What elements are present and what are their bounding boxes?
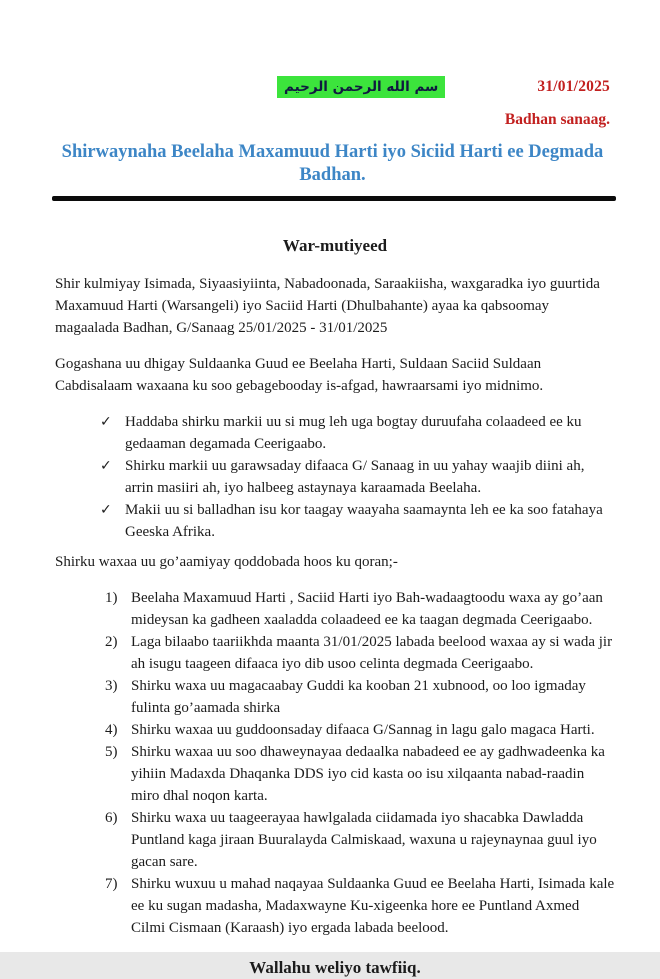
resolution-item	[105, 675, 615, 719]
document-title: Shirwaynaha Beelaha Maxamuud Harti iyo Siciid Harti ee Degmada Badhan.	[61, 142, 604, 186]
paragraph-intro: Shir kulmiyay Isimada, Siyaasiyiinta, Nabadoonada, Saraakiisha, waxgaradka iyo guurtida Maxamuud Harti (Warsangeli) iyo Saciid Harti (Dhulbahante) ayaa ka qabsoomay magaalada Badhan, G/Sanaag 25/01/2025 - 31/01/2025	[55, 276, 600, 337]
resolution-number: 1)	[105, 590, 118, 607]
numbered-resolutions-list	[105, 587, 615, 939]
resolution-number: 4)	[105, 722, 118, 739]
resolution-text: Shirku waxa uu taageerayaa hawlgalada ciidamada iyo shacabka Dawladda Puntland kaga jiraan Buuralayda Calmiskaad, waxuna u rajeynaynaa guul iyo gacan sare.	[131, 810, 597, 871]
document-place: Badhan sanaag.	[504, 111, 610, 128]
resolution-number: 3)	[105, 678, 118, 695]
document-body	[0, 201, 660, 979]
checkmark-item-text: Shirku markii uu garawsaday difaaca G/ Sanaag in uu yahay waajib diini ah, arrin masiiri ah, iyo halbeeg astaynaya karaamada Beelaha.	[125, 458, 585, 497]
checkmark-icon: ✓	[100, 414, 112, 431]
resolution-text: Shirku wuxuu u mahad naqayaa Suldaanka Guud ee Beelaha Harti, Isimada kale ee ku sugan madasha, Madaxwayne Ku-xigeenka hore ee Puntland Axmed Cilmi Cismaan (Karaash) iyo ergada labada beelood.	[131, 876, 615, 937]
paragraph-chairman: Gogashana uu dhigay Suldaanka Guud ee Beelaha Harti, Suldaan Saciid Suldaan Cabdisalaam waxaana ku soo gebagebooday is-afgad, hawraarsami iyo midnimo.	[55, 356, 544, 395]
bismillah-highlighted-text: سم الله الرحمن الرحيم	[277, 76, 445, 98]
horizontal-rule	[52, 196, 616, 201]
checkmark-icon: ✓	[100, 502, 112, 519]
paragraph-resolutions-intro: Shirku waxaa uu go’aamiyay qoddobada hoos ku qoran;-	[55, 554, 398, 571]
resolution-text: Beelaha Maxamuud Harti , Saciid Harti iyo Bah-wadaagtoodu waxa ay go’aan mideysan ka gadheen xaaladda colaadeed ee ka taagan degmada Ceerigaabo.	[131, 590, 603, 629]
resolution-number: 5)	[105, 744, 118, 761]
section-heading: War-mutiyeed	[282, 236, 388, 256]
resolution-item	[105, 741, 615, 807]
resolution-text: Shirku waxaa uu guddoonsaday difaaca G/Sannag in lagu galo magaca Harti.	[131, 722, 595, 739]
checkmark-list-item	[100, 411, 615, 455]
resolution-number: 2)	[105, 634, 118, 651]
document-date: 31/01/2025	[537, 78, 610, 95]
checkmark-icon: ✓	[100, 458, 112, 475]
resolution-text: Shirku waxaa uu soo dhaweynayaa dedaalka nabadeed ee ay gadhwadeenka ka yihiin Madaxda Dhaqanka DDS iyo cid kasta oo isu xilqaanta nabad-raadin miro dhal noqon karta.	[131, 744, 605, 805]
resolution-item	[105, 631, 615, 675]
bismillah-row	[55, 76, 610, 100]
resolution-item	[105, 807, 615, 873]
resolution-text: Shirku waxa uu magacaabay Guddi ka kooban 21 xubnood, oo loo igmaday fulinta go’aamada shirka	[131, 678, 586, 717]
resolution-text: Laga bilaabo taariikhda maanta 31/01/2025 labada beelood waxaa ay si wada jir ah isugu taageen difaaca iyo dib usoo celinta degmada Ceerigaabo.	[131, 634, 613, 673]
resolution-item	[105, 873, 615, 939]
checkmark-list-item	[100, 499, 615, 543]
resolution-item	[105, 719, 615, 741]
closing-statement: Wallahu weliyo tawfiiq.	[249, 958, 421, 978]
resolution-item	[105, 587, 615, 631]
resolution-number: 6)	[105, 810, 118, 827]
document-header	[0, 0, 660, 201]
checkmark-list	[100, 411, 615, 543]
checkmark-item-text: Haddaba shirku markii uu si mug leh uga bogtay duruufaha colaadeed ee ku gedaaman degamada Ceerigaabo.	[125, 414, 582, 453]
checkmark-item-text: Makii uu si balladhan isu kor taagay waayaha saamaynta leh ee ka soo fatahaya Geeska Afrika.	[125, 502, 603, 541]
checkmark-list-item	[100, 455, 615, 499]
resolution-number: 7)	[105, 876, 118, 893]
